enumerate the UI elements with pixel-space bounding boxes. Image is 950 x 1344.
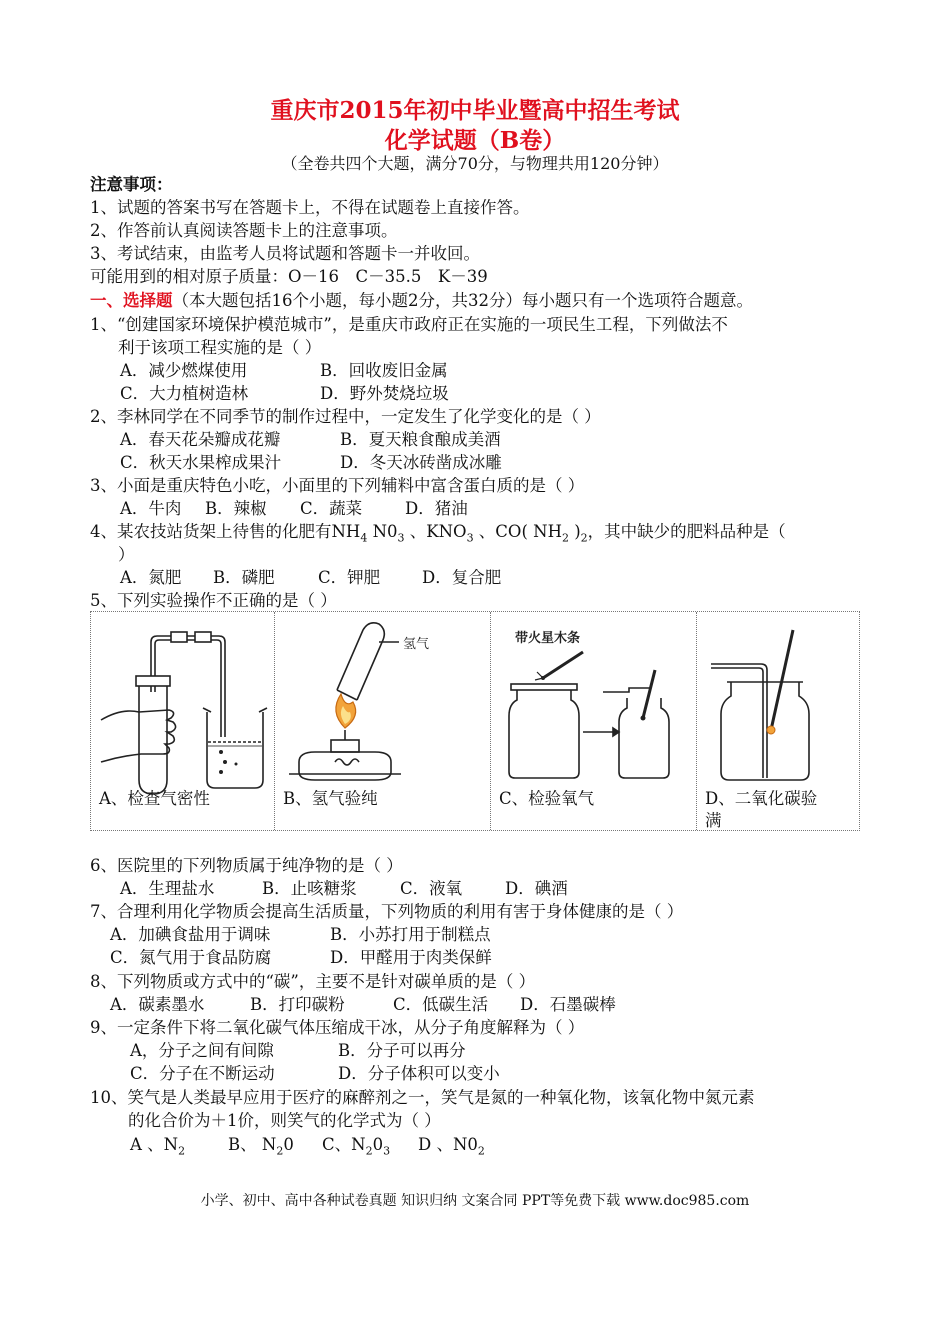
question-7-stem: 7、合理利用化学物质会提高生活质量，下列物质的利用有害于身体健康的是（ ） (90, 902, 684, 921)
q7-option-d: D．甲醛用于肉类保鲜 (330, 948, 492, 967)
q7-option-b: B．小苏打用于制糕点 (330, 925, 491, 944)
q4-subscript: 2 (580, 531, 588, 545)
question-10-stem-continued: 的化合价为＋1价，则笑气的化学式为（ ） (128, 1111, 441, 1130)
question-4-stem-continued: ） (118, 545, 135, 564)
q10-d-subscript: 2 (477, 1144, 485, 1158)
q9-option-a: A，分子之间有间隙 (130, 1041, 274, 1060)
q3-option-a: A．牛肉 (120, 499, 182, 518)
question-2-stem: 2、李林同学在不同季节的制作过程中，一定发生了化学变化的是（ ） (90, 407, 601, 426)
question-4-stem (90, 521, 786, 549)
q4-text: N0 (367, 522, 398, 541)
q10-c-subscript: 3 (383, 1144, 391, 1158)
q10-option-a (130, 1134, 185, 1162)
notes-heading: 注意事项： (90, 175, 173, 194)
section-description: （本大题包括16个小题，每小题2分，共32分）每小题只有一个选项符合题意。 (172, 291, 753, 310)
question-1-stem: 1、“创建国家环境保护模范城市”，是重庆市政府正在实施的一项民生工程，下列做法不 (90, 315, 728, 334)
q9-option-d: D．分子体积可以变小 (338, 1064, 500, 1083)
exam-subtitle-title: 化学试题（B卷） (384, 127, 566, 154)
caption-b: B、氢气验纯 (283, 789, 378, 808)
q10-b-subscript: 2 (276, 1144, 284, 1158)
q2-option-c: C．秋天水果榨成果汁 (120, 453, 282, 472)
q6-option-a: A．生理盐水 (120, 879, 215, 898)
q3-option-d: D．猪油 (405, 499, 468, 518)
q10-c-text: 0 (372, 1135, 384, 1154)
q7-option-c: C．氮气用于食品防腐 (110, 948, 272, 967)
page-footer: 小学、初中、高中各种试卷真题 知识归纳 文案合同 PPT等免费下载 www.doc985.com (200, 1193, 750, 1209)
q1-option-a: A．减少燃煤使用 (120, 361, 248, 380)
q10-d-text: D 、N0 (418, 1135, 478, 1154)
question-8-stem: 8、下列物质或方式中的“碳”，主要不是针对碳单质的是（ ） (90, 972, 536, 991)
q4-text: 、CO( NH (473, 522, 562, 541)
label-hydrogen: 氢气 (403, 636, 430, 651)
q1-option-d: D．野外焚烧垃圾 (320, 384, 449, 403)
question-10-stem: 10、笑气是人类最早应用于医疗的麻醉剂之一，笑气是氮的一种氧化物，该氧化物中氮元素 (90, 1088, 755, 1107)
q10-c-text: C、N (322, 1135, 366, 1154)
q10-b-text: 0 (283, 1135, 294, 1154)
q4-option-b: B．磷肥 (213, 568, 275, 587)
figure-cell-d (697, 612, 859, 830)
q2-option-a: A．春天花朵瓣成花瓣 (120, 430, 281, 449)
q4-subscript: 4 (360, 531, 368, 545)
atomic-masses: 可能用到的相对原子质量：O－16 C－35.5 K－39 (90, 267, 488, 286)
figure-cell-a (91, 612, 275, 830)
q10-b-text: B、 N (228, 1135, 277, 1154)
question-5-stem: 5、下列实验操作不正确的是（ ） (90, 591, 337, 610)
figure-cell-b (275, 612, 491, 830)
q6-option-d: D．碘酒 (505, 879, 568, 898)
q2-option-d: D．冬天冰砖凿成冰雕 (340, 453, 502, 472)
question-1-stem-continued: 利于该项工程实施的是（ ） (118, 338, 322, 357)
question-9-stem: 9、一定条件下将二氧化碳气体压缩成干冰，从分子角度解释为（ ） (90, 1018, 585, 1037)
q8-option-c: C．低碳生活 (393, 995, 489, 1014)
q10-option-d (418, 1134, 485, 1162)
q4-text: ) (568, 522, 581, 541)
q10-option-b (228, 1134, 294, 1162)
q2-option-b: B．夏天粮食酿成美酒 (340, 430, 501, 449)
q10-a-text: A 、N (130, 1135, 179, 1154)
note-item: 1、试题的答案书写在答题卡上，不得在试题卷上直接作答。 (90, 198, 530, 217)
q8-option-a: A．碳素墨水 (110, 995, 205, 1014)
q4-subscript: 3 (397, 531, 405, 545)
q4-subscript: 3 (466, 531, 474, 545)
experiment-figure-table (90, 611, 860, 831)
q4-subscript: 2 (561, 531, 569, 545)
q8-option-b: B．打印碳粉 (250, 995, 345, 1014)
q3-option-b: B．辣椒 (205, 499, 267, 518)
q3-option-c: C．蔬菜 (300, 499, 363, 518)
q6-option-b: B．止咳糖浆 (262, 879, 357, 898)
section-heading (90, 290, 753, 312)
figure-cell-c (491, 612, 697, 830)
caption-d (705, 788, 817, 832)
q4-text: 4、某农技站货架上待售的化肥有NH (90, 522, 361, 541)
q9-option-b: B．分子可以再分 (338, 1041, 466, 1060)
q4-text: 、KNO (404, 522, 467, 541)
q1-option-b: B．回收废旧金属 (320, 361, 448, 380)
question-6-stem: 6、医院里的下列物质属于纯净物的是（ ） (90, 856, 403, 875)
caption-d-line1: D、二氧化碳验 (705, 789, 818, 808)
exam-title: 重庆市2015年初中毕业暨高中招生考试 (270, 97, 680, 124)
caption-c: C、检验氧气 (499, 789, 595, 808)
q10-a-subscript: 2 (178, 1144, 186, 1158)
q10-c-subscript: 2 (365, 1144, 373, 1158)
caption-a: A、检查气密性 (99, 789, 210, 808)
q6-option-c: C．液氧 (400, 879, 463, 898)
q4-text: ，其中缺少的肥料品种是（ (587, 522, 786, 541)
q7-option-a: A．加碘食盐用于调味 (110, 925, 271, 944)
q10-option-c (322, 1134, 390, 1162)
q4-option-d: D．复合肥 (422, 568, 502, 587)
q4-option-c: C．钾肥 (318, 568, 381, 587)
question-3-stem: 3、小面是重庆特色小吃，小面里的下列辅料中富含蛋白质的是（ ） (90, 476, 585, 495)
exam-info: （全卷共四个大题，满分70分，与物理共用120分钟） (281, 154, 669, 173)
q9-option-c: C．分子在不断运动 (130, 1064, 275, 1083)
note-item: 3、考试结束，由监考人员将试题和答题卡一并收回。 (90, 244, 480, 263)
q4-option-a: A．氮肥 (120, 568, 182, 587)
note-item: 2、作答前认真阅读答题卡上的注意事项。 (90, 221, 398, 240)
section-label: 一、选择题 (90, 291, 173, 310)
caption-d-line2: 满 (705, 811, 722, 830)
q1-option-c: C．大力植树造林 (120, 384, 249, 403)
label-glowing-splint: 带火星木条 (515, 630, 581, 645)
q8-option-d: D．石墨碳棒 (520, 995, 616, 1014)
